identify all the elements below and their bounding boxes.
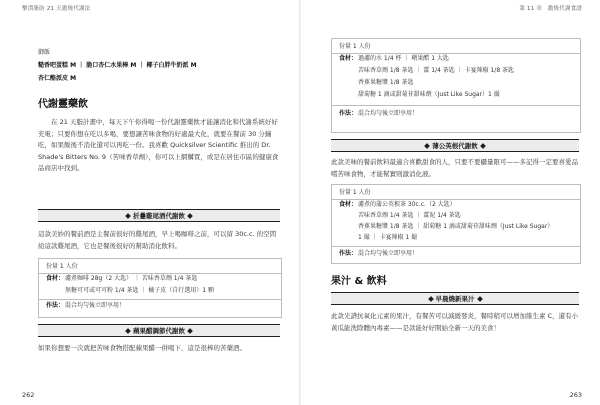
right-page-number: 263 bbox=[569, 391, 582, 399]
section-heading-tonic: 代謝靈藥飲 bbox=[38, 99, 88, 110]
ingredient-line-3: 香蕉果糖漿 1/8 茶匙 bbox=[358, 79, 414, 86]
recipe-description-cocktail: 這款美妙的餐前酒是主餐前很好的雞尾酒，早上喝咖啡之前，可以留 30c.c. 的空間給這款雞尾酒，它也是餐後很好的幫助消化飲料。 bbox=[38, 230, 277, 250]
ingredient-line-1: 過濾的水 1/4 杯 ｜ 蘋果醋 1 大匙 bbox=[358, 55, 449, 62]
right-page bbox=[301, 0, 600, 405]
method-label: 作法： bbox=[46, 302, 65, 309]
intro-paragraph: 在 21 天脂計畫中，每天下午你得喝一份代謝靈藥飲才能讓消化和代謝系統好好充電；只要你想在吃以多喝，要想讓苦味食物的好處最大化，就要在餐前 30 分鐘吃，如果飯後不消化還可以再吃一份。我喜歡 Quicksilver Scientific 推出的 Dr. Shade's Bitters No. 9（苦味香草劑），你可以上網購買，或是在居住市區的健康食品商店中找到。 bbox=[38, 118, 279, 172]
ingredient-line-3: 香蕉果糖漿 1/8 茶匙 ｜ 甜菊糖 1 滴或甜菊苷甜味劑（Just Like Sugar） bbox=[358, 223, 554, 230]
diamond-icon bbox=[480, 143, 486, 149]
recipe-description-vinegar: 如果你想要一次就把苦味食物搭配蘋果醋一併喝下，這是很棒的苦藥酒。 bbox=[38, 344, 246, 352]
recipe-title-dandelion: 薄公英根代謝飲 bbox=[432, 142, 478, 150]
diamond-icon bbox=[125, 213, 131, 219]
diamond-icon bbox=[187, 213, 193, 219]
left-page-number: 262 bbox=[22, 391, 35, 399]
ingredients-label: 食材： bbox=[339, 55, 358, 62]
method-text: 混合均勻後立即享用！ bbox=[358, 250, 419, 257]
ingredient-line-1: 濾煮咖啡 28g（2 大匙） ｜ 苦味香草劑 1/4 茶匙 bbox=[65, 275, 198, 282]
serving-size: 份量 1 人份 bbox=[339, 43, 371, 50]
diamond-icon bbox=[187, 328, 193, 334]
ingredient-line-4: 甜菊糖 1 滴或甜菊苷甜味劑（Just Like Sugar）1 撮 bbox=[358, 91, 500, 98]
serving-size: 份量 1 人份 bbox=[339, 189, 371, 196]
right-running-header: 第 11 章 激燒代謝食譜 bbox=[519, 6, 582, 12]
divider bbox=[332, 105, 580, 106]
left-page bbox=[0, 0, 299, 405]
recipe-card-vinegar bbox=[331, 38, 581, 133]
serving-size: 份量 1 人份 bbox=[46, 263, 78, 270]
diamond-icon bbox=[477, 296, 483, 302]
section-heading-juice: 果汁 & 飲料 bbox=[331, 276, 387, 287]
recipe-description-morning-juice: 此款光譜抗氧化元素的果汁，有餐苦可以減緩發炎，餐時稍可以增加維生素 C，還有小黃瓜能洗除體內毒素——是款能好好開始全新一天的美食！ bbox=[331, 312, 579, 332]
recipe-title-cocktail: 折疊雞尾酒代謝飲 bbox=[133, 212, 185, 220]
recipe-description-dandelion: 此款美味的餐前飲料最適合喜歡甜食的人，只要不要攝量限可——多記得一定要喜愛品嚐苦味食物，才能幫實則激消化液。 bbox=[331, 158, 578, 178]
menu-line-3: 杏仁酪派皮 M bbox=[38, 75, 77, 82]
recipe-banner-morning-juice bbox=[331, 292, 579, 305]
ingredient-line-1: 濾煮的蒲公英根茶 30c.c.（2 大匙） bbox=[358, 201, 456, 208]
ingredients-label: 食材： bbox=[46, 275, 65, 282]
recipe-title-vinegar: 蘋果醋調節代謝飲 bbox=[133, 327, 185, 335]
menu-line-2: 糙香吧蛋糕 M ｜ 脆口杏仁水果棒 M ｜ 椰子白胖牛奶派 M bbox=[38, 62, 197, 69]
diamond-icon bbox=[428, 296, 434, 302]
recipe-banner-cocktail bbox=[38, 209, 280, 222]
recipe-card-dandelion bbox=[331, 184, 581, 264]
recipe-card-cocktail bbox=[38, 258, 282, 318]
ingredients-label: 食材： bbox=[339, 201, 358, 208]
divider bbox=[332, 246, 580, 247]
ingredient-line-2: 苦味香草劑 1/8 茶匙 ｜ 薑 1/4 茶匙 ｜ 卡宴辣椒 1/8 茶匙 bbox=[358, 67, 515, 74]
diamond-icon bbox=[424, 143, 430, 149]
method-label: 作法： bbox=[339, 250, 358, 257]
ingredient-line-4: 1 撮 ｜ 卡宴辣椒 1 撮 bbox=[358, 234, 418, 241]
menu-line-1: 御飯 bbox=[38, 49, 51, 56]
diamond-icon bbox=[125, 328, 131, 334]
method-text: 混合均勻後立即享用！ bbox=[65, 302, 126, 309]
ingredient-line-2: 苦味香草劑 1/4 茶匙 ｜ 薑泥 1/4 茶匙 bbox=[358, 212, 461, 219]
divider bbox=[39, 299, 281, 300]
left-running-header: 擊潰脂肪 21 天激燒代謝法 bbox=[22, 6, 91, 12]
recipe-title-morning-juice: 早晨燒新果汁 bbox=[435, 295, 475, 303]
ingredient-line-2: 無糖可可或可可粉 1/4 茶匙 ｜ 橘子皮（自行選用）1 顆 bbox=[65, 287, 215, 294]
recipe-banner-dandelion bbox=[331, 139, 579, 152]
method-text: 混合均勻後立即享用！ bbox=[358, 110, 419, 117]
method-label: 作法： bbox=[339, 110, 358, 117]
recipe-banner-vinegar bbox=[38, 324, 280, 337]
